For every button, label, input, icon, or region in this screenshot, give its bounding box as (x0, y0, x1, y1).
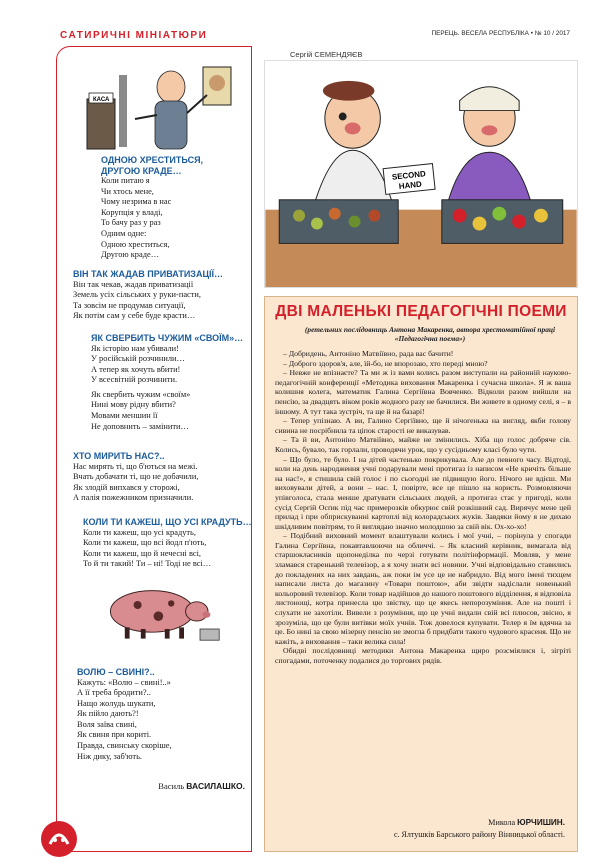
article-paragraph: – Що було, те було. І на дітей частенько покрикувала. Але до певного часу. Відтоді, коли на день народження учні подарували мені протигаз із написом «Не кричіть більше на нас!», я стишила свій голос і по сьогодні не підвищую його. Нічого не вдієш. Ми виховували дітей, а вони – нас. І, повірте, все це пішло на користь. Розмовляючи упівголоса, стала менше дратувати сільських людей, а протигаз стає у пригоді, коли сусід Сергій Осґик під час примерозків обкурює свій розкішний сад. Вирячує мене цей прилад і при обприскуванні картоплі від колорадських жуків. Завдяки йому я не дихаю шкідливим повітрям, то й виглядаю значно молодшою за свій вік. Ох-хо-хо! (275, 454, 571, 531)
artist-credit: Сергій СЕМЕНДЯЄВ (290, 50, 363, 59)
poem-4: ХТО МИРИТЬ НАС?.. Нас мирять ті, що б'ються на межі. Вчать добачати ті, що не добачили, Як злодій випхався у сторожі, А палія пожежником призначили. (73, 451, 199, 503)
article-paragraph: – Добридень, Антоніно Матвіївно, рада вас бачити! (283, 349, 454, 358)
second-hand-sign-line2: HAND (398, 179, 423, 191)
left-author: Василь ВАСИЛАШКО. (158, 781, 245, 791)
left-column (56, 46, 252, 852)
article-box (264, 296, 578, 852)
poem-3-title: ЯК СВЕРБИТЬ ЧУЖИМ «СВОЇМ»… (91, 333, 244, 343)
market-cartoon-icon (264, 60, 578, 288)
section-tag: САТИРИЧНІ МІНІАТЮРИ (60, 30, 208, 41)
poem-5-title: КОЛИ ТИ КАЖЕШ, ЩО УСІ КРАДУТЬ… (83, 517, 252, 527)
poem-2-title: ВІН ТАК ЖАДАВ ПРИВАТИЗАЦІЇ… (73, 269, 224, 279)
magazine-logo-icon (40, 820, 78, 858)
article-paragraph: – Подібний виховний момент влаштували колись і мої учні, – порінула у спогади Галина Сергіївна, покавтавлюючи на обличчі. – Як класний керівник, вимагала від старшокласників щопонеділка по черзі готувати політінформації. Мовляв, у мене зламався старенький телевізор, а я хочу знати всі новини. Учні відповідально ставились до покладених на них завдань, аж поки ім усе це не набридло. Від мого імені тихцем написали листа до магазину «Товари поштою», аби звідти надіслали новенький кольоровий телевізор. Коли товар надійшов до нашого поштового відділення, я відповіла листонощі, котра принесла цю звістку, що це якесь непорозуміння. Але на пошті і слухати не захотіли. Вивели з розуміння, що це учні видали свій всі плюсов, звісно, я зрозуміла, що це були витівки моїх учнів. Тож довелося купувати. Телер я їм вдячна за це. Бо нині за свою мізерну пенсію не змогла б придбати такого чудового красеня. Що не кажіть, а виховання – таки велика сила! (275, 531, 571, 646)
article-paragraph: Обидві послідовниці методики Антона Макаренка щиро розсміялися і, зігріті спогадами, поточенку подалися до торгових рядів. (275, 646, 571, 665)
kasa-sign: КАСА (93, 97, 110, 103)
poem-5: КОЛИ ТИ КАЖЕШ, ЩО УСІ КРАДУТЬ… Коли ти кажеш, що усі крадуть, Коли ти кажеш, що всі йодл п'ють, Коли ти кажеш, що й нечесні всі, То й ти такий! Ти – ні! Тоді не всі… (83, 517, 252, 569)
poem-1-title: ОДНОЮ ХРЕСТИТЬСЯ, ДРУГОЮ КРАДЕ… (101, 155, 204, 176)
article-body (275, 349, 571, 666)
poem-4-title: ХТО МИРИТЬ НАС?.. (73, 451, 165, 461)
poem-1: ОДНОЮ ХРЕСТИТЬСЯ, ДРУГОЮ КРАДЕ… Коли питаю я Чи хтось мене, Чому незрима в нас Корупція у владі, То бачу раз у раз Одним одне: Одною хреститься, Другою краде… (101, 155, 204, 260)
article-title: ДВІ МАЛЕНЬКІ ПЕДАГОГІЧНІ ПОЕМИ (275, 303, 567, 320)
article-paragraph: – Невже не впізнаєте? Та ми ж із вами колись разом виступали на районній науково-педагогічній конференції «Методика виховання Макаренка і сучасна школа». Я ж ваша колишня колега, математик Галина Сергіївна Вовченко. Відколи разом вийшли на пенсію, за двадцять віком років жодного разу не бачилися. Ви живете в одному селі, я – в іншому. А тут така зустріч, та ще й на базарі! (275, 368, 571, 416)
article-place: с. Ялтушків Барського району Вінницької області. (393, 830, 565, 839)
magazine-header: ПЕРЕЦЬ. ВЕСЕЛА РЕСПУБЛІКА • № 10 / 2017 (431, 30, 570, 37)
article-paragraph: – Тепер упізнаю. А ви, Галино Сергіївно, ще й нічогенька на вигляд, якби голову сивина не посрібнила та ціпок старості не виказував. (275, 416, 571, 435)
cartoon-official-icon (75, 55, 245, 155)
article-paragraph: – Доброго здоров'я, але, їй-бо, не впорозаю, хто переді мною? (283, 358, 488, 368)
poem-6-title: ВОЛЮ – СВИНІ?.. (77, 667, 155, 677)
poem-6: ВОЛЮ – СВИНІ?.. Кажуть: «Волю – свині!..» А її треба бродити?.. Нащо жолудь шукати, Як пійло дають?! Воля заїва свині, Як свиня при кориті. Правда, свинську скоріше, Ніж дику, заб'ють. (77, 667, 172, 761)
article-author: Микола ЮРЧИШИН. (488, 818, 565, 827)
poem-2: ВІН ТАК ЖАДАВ ПРИВАТИЗАЦІЇ… Він так чекав, жадав приватизації Земель усіх сільських у руки-пасти, Та зовсім не продумав ситуації, Як потім сам у себе буде красти… (73, 269, 224, 321)
second-hand-sign-line1: SECOND (391, 169, 427, 182)
article-paragraph: – Та й ви, Антоніно Матвіївно, майже не змінились. Хіба що голос добряче сів. Колись, бувало, так горлали, проводячи урок, що у сусідньому класі було чути. (275, 435, 571, 454)
article-subtitle: (ретельних послідовниць Антона Макаренка, автора хрестоматійної праці «Педагогічна поема») (304, 325, 556, 343)
pig-illustration-icon (71, 573, 241, 645)
poem-3: ЯК СВЕРБИТЬ ЧУЖИМ «СВОЇМ»… Як історію нам убивали! У російській розчинили… А тепер як хочуть вбити! У всесвітній розчинити. Як свербить чужим «своїм» Нині мову рідну вбити? Мовами меншин її Не доповнить – замінити… (91, 333, 244, 431)
